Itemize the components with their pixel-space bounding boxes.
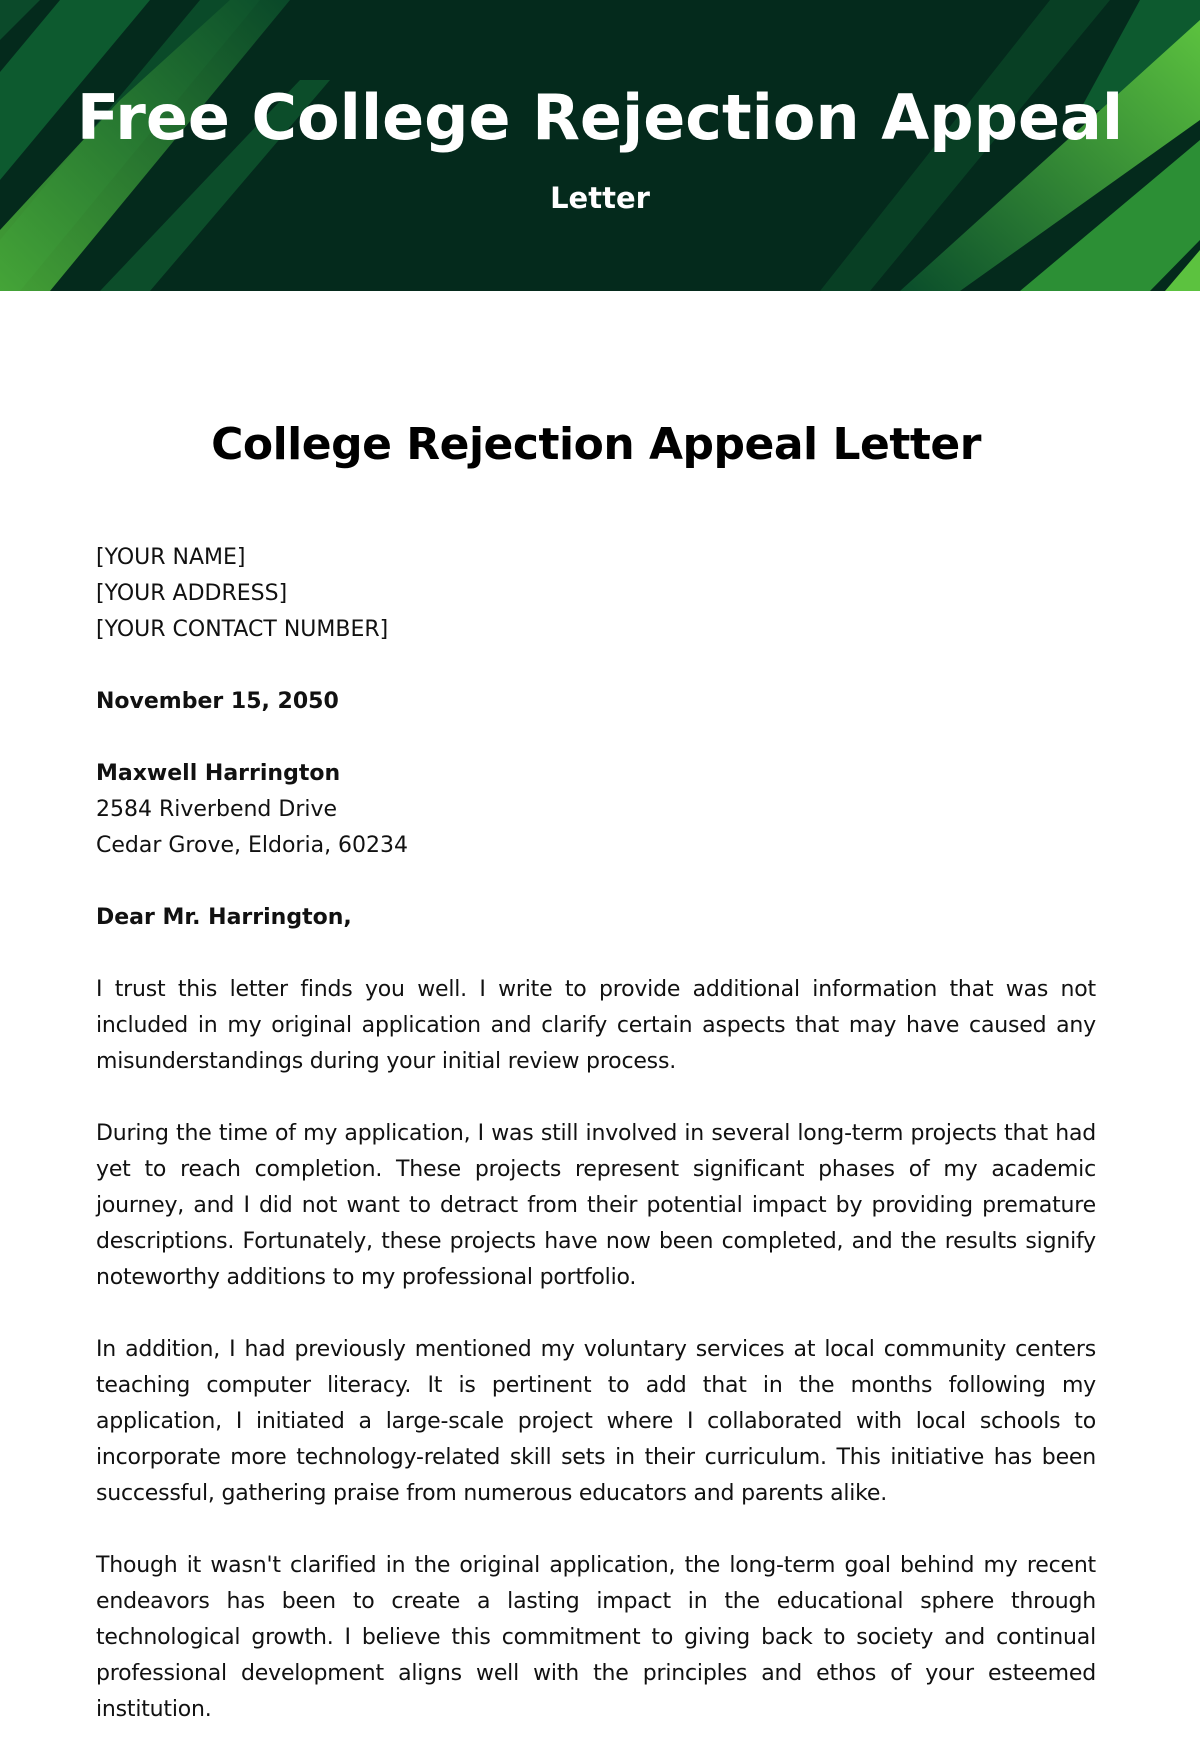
paragraph-2: During the time of my application, I was still involved in several long-term projects that had yet to reach completion. These projects represent significant phases of my academic journey, and I did not want to detract from their potential impact by providing premature descriptions. Fortunately, these projects have now been completed, and the results signify noteworthy additions to my professional portfolio. <box>96 1121 1096 1290</box>
letter-body <box>96 410 1096 1764</box>
recipient-street: 2584 Riverbend Drive <box>96 797 338 822</box>
paragraph-1: I trust this letter finds you well. I write to provide additional information that was not included in my original application and clarify certain aspects that may have caused any misunderstandings during your initial review process. <box>96 977 1096 1074</box>
recipient-name: Maxwell Harrington <box>96 761 341 786</box>
letter-date: November 15, 2050 <box>96 689 339 714</box>
salutation: Dear Mr. Harrington, <box>96 905 352 930</box>
paragraph-4: Though it wasn't clarified in the original application, the long-term goal behind my recent endeavors has been to create a lasting impact in the educational sphere through technological growth. I believe this commitment to giving back to society and continual professional development aligns well with the principles and ethos of your esteemed institution. <box>96 1553 1096 1722</box>
sender-contact: [YOUR CONTACT NUMBER] <box>96 617 389 642</box>
recipient-block <box>96 756 1096 864</box>
banner-title: Free College Rejection Appeal <box>76 81 1124 154</box>
letter-title: College Rejection Appeal Letter <box>211 419 981 470</box>
paragraph-3: In addition, I had previously mentioned my voluntary services at local community centers teaching computer literacy. It is pertinent to add that in the months following my application, I initiated a large-scale project where I collaborated with local schools to incorporate more technology-related skill sets in their curriculum. This initiative has been successful, gathering praise from numerous educators and parents alike. <box>96 1337 1096 1506</box>
salutation-block <box>96 900 1096 936</box>
sender-name: [YOUR NAME] <box>96 545 246 570</box>
date-block <box>96 684 1096 720</box>
banner-subtitle: Letter <box>550 181 650 215</box>
sender-block <box>96 540 1096 648</box>
recipient-city: Cedar Grove, Eldoria, 60234 <box>96 833 409 858</box>
sender-address: [YOUR ADDRESS] <box>96 581 288 606</box>
header-banner <box>0 0 1200 291</box>
